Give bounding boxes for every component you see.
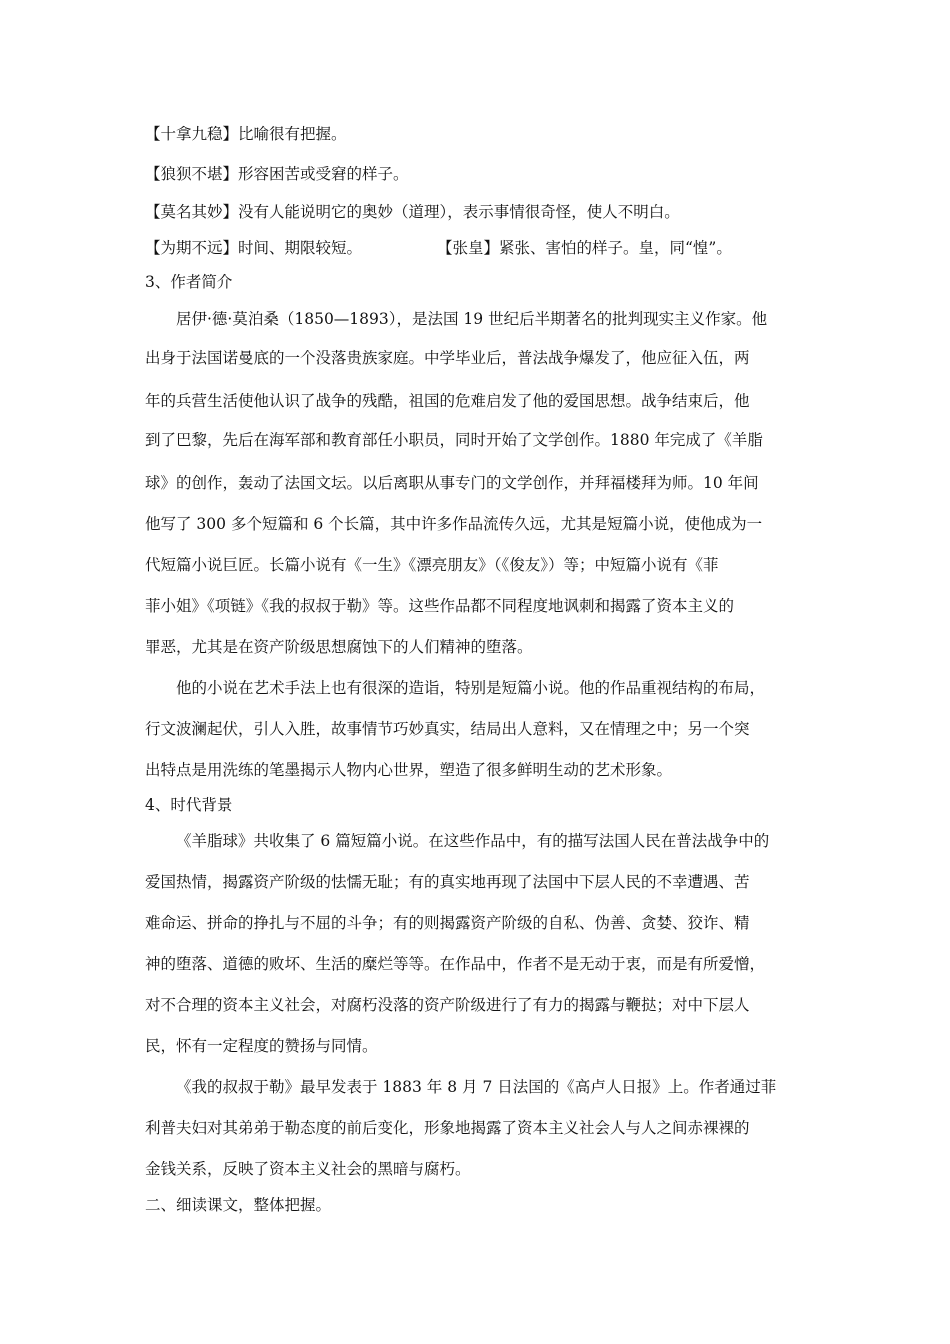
paragraph-line: 他的小说在艺术手法上也有很深的造诣，特别是短篇小说。他的作品重视结构的布局， [176,679,766,697]
paragraph-line: 《我的叔叔于勒》最早发表于 1883 年 8 月 7 日法国的《高卢人日报》上。作者通过菲 [176,1078,777,1096]
paragraph-line: 代短篇小说巨匠。长篇小说有《一生》《漂亮朋友》（《俊友》）等；中短篇小说有《菲 [145,556,719,574]
paragraph-line: 罪恶，尤其是在资产阶级思想腐蚀下的人们精神的堕落。 [145,638,533,656]
definition-item: 【狼狈不堪】形容困苦或受窘的样子。 [145,165,409,183]
definition-item: 【莫名其妙】没有人能说明它的奥妙（道理），表示事情很奇怪，使人不明白。 [145,203,680,221]
paragraph-line: 菲小姐》《项链》《我的叔叔于勒》等。这些作品都不同程度地讽刺和揭露了资本主义的 [145,597,735,615]
definition-item: 【十拿九稳】比喻很有把握。 [145,125,347,143]
paragraph-line: 到了巴黎，先后在海军部和教育部任小职员，同时开始了文学创作。1880 年完成了《羊脂 [145,431,763,449]
paragraph-line: 年的兵营生活使他认识了战争的残酷，祖国的危难启发了他的爱国思想。战争结束后，他 [145,392,750,410]
paragraph-line: 对不合理的资本主义社会，对腐朽没落的资产阶级进行了有力的揭露与鞭挞；对中下层人 [145,996,750,1014]
paragraph-line: 居伊·德·莫泊桑（1850—1893），是法国 19 世纪后半期著名的批判现实主义作家。他 [176,310,768,328]
paragraph-line: 难命运、拼命的挣扎与不屈的斗争；有的则揭露资产阶级的自私、伪善、贪婪、狡诈、精 [145,914,750,932]
paragraph-line: 民，怀有一定程度的赞扬与同情。 [145,1037,378,1055]
paragraph-line: 行文波澜起伏，引人入胜，故事情节巧妙真实，结局出人意料，又在情理之中；另一个突 [145,720,750,738]
paragraph-line: 球》的创作，轰动了法国文坛。以后离职从事专门的文学创作，并拜福楼拜为师。10 年间 [145,474,759,492]
definition-item: 【张皇】紧张、害怕的样子。皇，同“惶”。 [437,239,732,257]
paragraph-line: 神的堕落、道德的败坏、生活的糜烂等等。在作品中，作者不是无动于衷，而是有所爱憎， [145,955,766,973]
section-heading: 4、时代背景 [145,796,233,814]
paragraph-line: 《羊脂球》共收集了 6 篇短篇小说。在这些作品中，有的描写法国人民在普法战争中的 [176,832,770,850]
paragraph-line: 他写了 300 多个短篇和 6 个长篇，其中许多作品流传久远，尤其是短篇小说，使他成为一 [145,515,763,533]
section-heading: 二、细读课文，整体把握。 [145,1196,332,1214]
section-heading: 3、作者简介 [145,273,233,291]
paragraph-line: 利普夫妇对其弟弟于勒态度的前后变化，形象地揭露了资本主义社会人与人之间赤裸裸的 [145,1119,750,1137]
paragraph-line: 爱国热情，揭露资产阶级的怯懦无耻；有的真实地再现了法国中下层人民的不幸遭遇、苦 [145,873,750,891]
paragraph-line: 出身于法国诺曼底的一个没落贵族家庭。中学毕业后，普法战争爆发了，他应征入伍，两 [145,349,750,367]
paragraph-line: 出特点是用洗练的笔墨揭示人物内心世界，塑造了很多鲜明生动的艺术形象。 [145,761,673,779]
paragraph-line: 金钱关系，反映了资本主义社会的黑暗与腐朽。 [145,1160,471,1178]
definition-item: 【为期不远】时间、期限较短。 [145,239,363,257]
